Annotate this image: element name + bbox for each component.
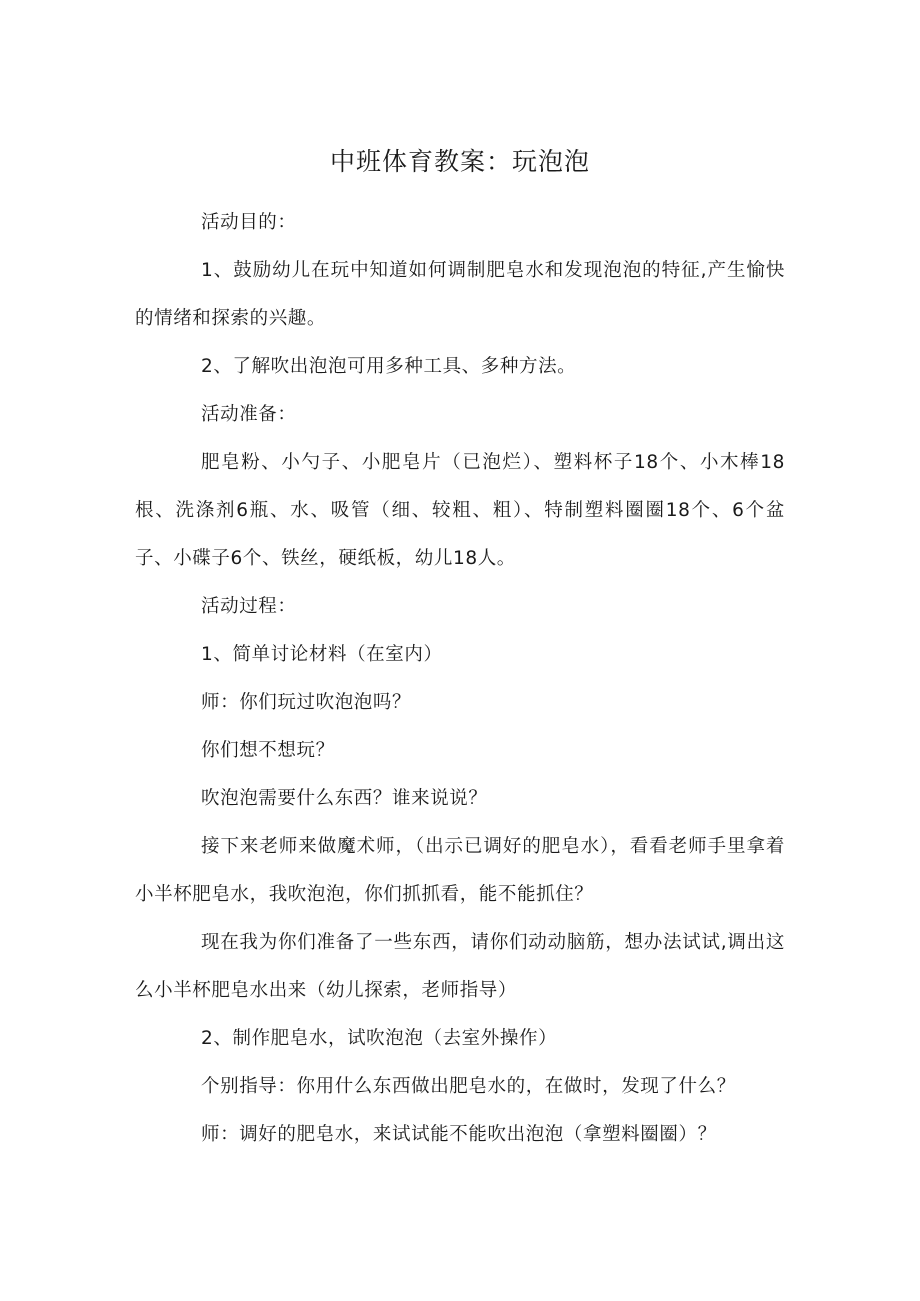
section-heading-objectives: 活动目的： <box>201 212 297 233</box>
paragraph: 2、了解吹出泡泡可用多种工具、多种方法。 <box>201 356 577 377</box>
paragraph: 接下来老师来做魔术师，（出示已调好的肥皂水），看看老师手里拿着小半杯肥皂水，我吹泡泡，你们抓抓看，能不能抓住？ <box>135 836 785 905</box>
document-title: 中班体育教案：玩泡泡 <box>329 147 590 176</box>
paragraph: 师：你们玩过吹泡泡吗？ <box>201 692 412 713</box>
section-heading-process: 活动过程： <box>201 596 297 617</box>
paragraph: 吹泡泡需要什么东西？谁来说说？ <box>201 788 488 809</box>
paragraph: 个别指导：你用什么东西做出肥皂水的，在做时，发现了什么？ <box>201 1076 736 1097</box>
paragraph: 2、制作肥皂水，试吹泡泡（去室外操作） <box>201 1028 558 1049</box>
paragraph: 1、鼓励幼儿在玩中知道如何调制肥皂水和发现泡泡的特征,产生愉快的情绪和探索的兴趣。 <box>135 260 785 329</box>
paragraph: 师：调好的肥皂水，来试试能不能吹出泡泡（拿塑料圈圈）？ <box>201 1124 717 1145</box>
paragraph: 肥皂粉、小勺子、小肥皂片（已泡烂）、塑料杯子18个、小木棒18根、洗涤剂6瓶、水、吸管（细、较粗、粗）、特制塑料圈圈18个、6个盆子、小碟子6个、铁丝，硬纸板，幼儿18人。 <box>135 452 785 569</box>
paragraph: 1、简单讨论材料（在室内） <box>201 644 443 665</box>
paragraph: 你们想不想玩？ <box>201 740 335 761</box>
paragraph: 现在我为你们准备了一些东西，请你们动动脑筋，想办法试试,调出这么小半杯肥皂水出来（幼儿探索，老师指导） <box>135 932 785 1001</box>
section-heading-preparation: 活动准备： <box>201 404 297 425</box>
